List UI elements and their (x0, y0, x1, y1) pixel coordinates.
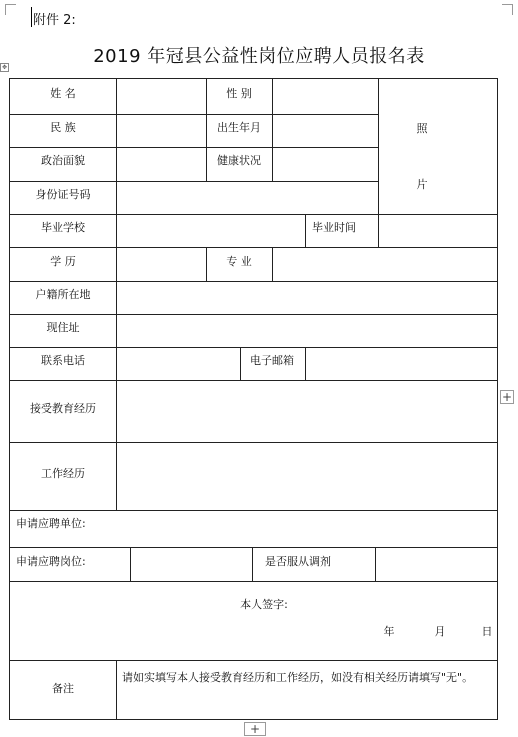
add-row-button[interactable]: + (244, 722, 266, 736)
work-history-label: 工作经历 (41, 467, 85, 480)
column-divider (116, 380, 117, 510)
applied-position-label: 申请应聘岗位: (16, 555, 86, 568)
education-history-label: 接受教育经历 (30, 402, 96, 415)
row-divider (9, 114, 378, 115)
name-label: 姓 名 (50, 87, 76, 100)
graduated-school-label: 毕业学校 (41, 221, 85, 234)
column-divider (305, 214, 306, 247)
political-status-label: 政治面貌 (41, 154, 85, 167)
column-divider (130, 547, 131, 581)
signature-day: 日 (481, 625, 493, 638)
signature-month: 月 (434, 625, 446, 638)
page-corner-mark-right (502, 4, 513, 15)
column-divider (116, 78, 117, 381)
gender-label: 性 别 (226, 87, 252, 100)
column-divider (252, 547, 253, 581)
column-divider (272, 247, 273, 281)
major-label: 专 业 (226, 255, 252, 268)
column-divider (240, 347, 241, 380)
registration-form-table (9, 78, 498, 720)
row-divider (9, 660, 498, 661)
current-address-label: 现住址 (46, 321, 80, 334)
remarks-text: 请如实填写本人接受教育经历和工作经历，如没有相关经历请填写"无"。 (122, 671, 474, 684)
phone-label: 联系电话 (41, 354, 85, 367)
signature-year: 年 (383, 625, 395, 638)
accept-adjustment-label: 是否服从调剂 (265, 555, 331, 568)
add-column-button[interactable]: + (501, 390, 513, 404)
column-divider (305, 347, 306, 380)
attachment-label: 附件 2: (33, 13, 76, 28)
row-divider (9, 281, 498, 282)
page-corner-mark-left (5, 4, 16, 15)
column-divider (378, 78, 379, 214)
column-divider (272, 78, 273, 181)
text-cursor (31, 7, 32, 27)
education-label: 学 历 (50, 255, 76, 268)
row-divider (9, 147, 378, 148)
row-divider (9, 214, 498, 215)
remarks-label: 备注 (52, 682, 74, 695)
table-move-handle[interactable]: ✥ (1, 64, 8, 71)
column-divider (206, 247, 207, 281)
row-divider (9, 314, 498, 315)
graduation-time-label: 毕业时间 (312, 221, 356, 234)
photo-label-top: 照 (416, 122, 428, 135)
signature-label: 本人签字: (240, 598, 288, 611)
row-divider (9, 247, 498, 248)
email-label: 电子邮箱 (250, 354, 294, 367)
row-divider (9, 510, 498, 511)
row-divider (9, 547, 498, 548)
health-label: 健康状况 (217, 154, 261, 167)
column-divider (206, 78, 207, 181)
row-divider (9, 380, 498, 381)
column-divider (378, 214, 379, 247)
row-divider (9, 581, 498, 582)
row-divider (9, 442, 498, 443)
column-divider (116, 660, 117, 720)
id-number-label: 身份证号码 (35, 188, 91, 201)
birth-date-label: 出生年月 (217, 121, 261, 134)
row-divider (9, 347, 498, 348)
household-registration-label: 户籍所在地 (35, 288, 91, 301)
ethnicity-label: 民 族 (50, 121, 76, 134)
row-divider (9, 181, 378, 182)
applied-unit-label: 申请应聘单位: (16, 517, 86, 530)
photo-label-bottom: 片 (416, 178, 428, 191)
document-title: 2019 年冠县公益性岗位应聘人员报名表 (93, 46, 425, 67)
column-divider (375, 547, 376, 581)
